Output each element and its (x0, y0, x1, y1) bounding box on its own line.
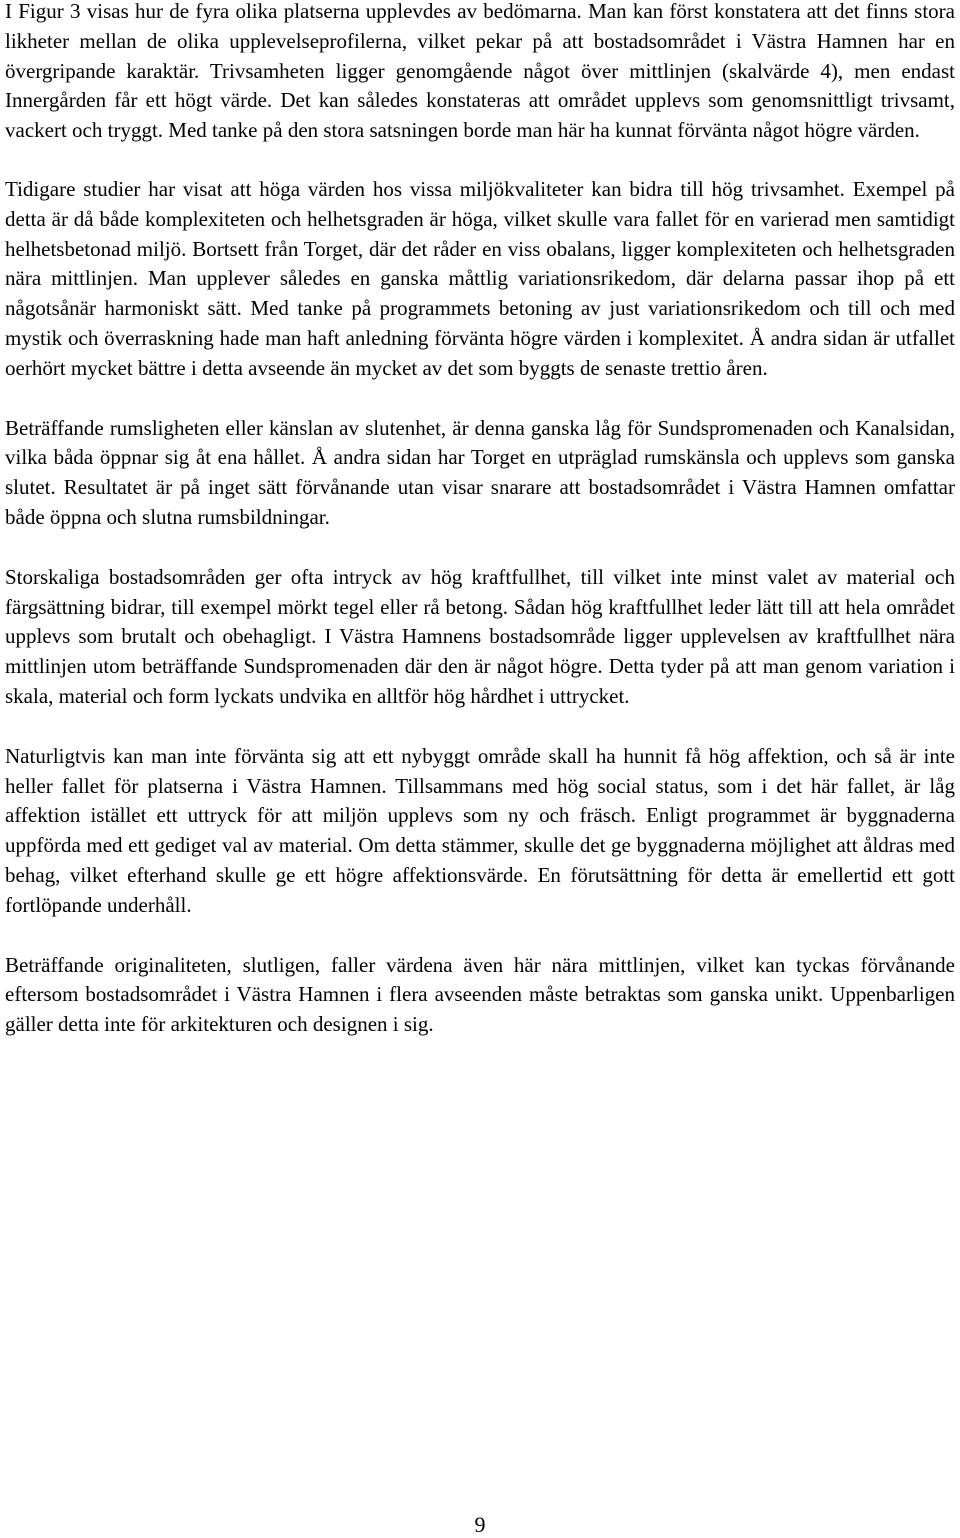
page-number: 9 (474, 1512, 486, 1537)
paragraph-figur-3-intro: I Figur 3 visas hur de fyra olika platserna upplevdes av bedömarna. Man kan först konstatera att det finns stora likheter mellan de olika upplevelseprofilerna, vilket pekar på att bostadsområdet i Västra Hamnen har en övergripande karaktär. Trivsamheten ligger genomgående något över mittlinjen (skalvärde 4), men endast Innergården får ett högt värde. Det kan således konstateras att området upplevs som genomsnittligt trivsamt, vackert och tryggt. Med tanke på den stora satsningen borde man här ha kunnat förvänta något högre värden. (5, 0, 955, 143)
paragraph-rumslighet: Beträffande rumsligheten eller känslan av slutenhet, är denna ganska låg för Sundspromenaden och Kanalsidan, vilka båda öppnar sig åt ena hållet. Å andra sidan har Torget en utpräglad rumskänsla och upplevs som ganska slutet. Resultatet är på inget sätt förvånande utan visar snarare att bostadsområdet i Västra Hamnen omfattar både öppna och slutna rumsbildningar. (5, 415, 955, 529)
paragraph-originalitet: Beträffande originaliteten, slutligen, faller värdena även här nära mittlinjen, vilket kan tyckas förvånande eftersom bostadsområdet i Västra Hamnen i flera avseenden måste betraktas som ganska unikt. Uppenbarligen gäller detta inte för arkitekturen och designen i sig. (5, 952, 955, 1037)
paragraph-komplexitet: Tidigare studier har visat att höga värden hos vissa miljökvaliteter kan bidra till hög trivsamhet. Exempel på detta är då både komplexiteten och helhetsgraden är höga, vilket skulle vara fallet för en varierad men samtidigt helhetsbetonad miljö. Bortsett från Torget, där det råder en viss obalans, ligger komplexiteten och helhetsgraden nära mittlinjen. Man upplever således en ganska måttlig variationsrikedom, där delarna passar ihop på ett någotsånär harmoniskt sätt. Med tanke på programmets betoning av just variationsrikedom och till och med mystik och överraskning hade man haft anledning förvänta högre värden i komplexitet. Å andra sidan är utfallet oerhört mycket bättre i detta avseende än mycket av det som byggts de senaste trettio åren. (5, 176, 955, 380)
paragraph-kraftfullhet: Storskaliga bostadsområden ger ofta intryck av hög kraftfullhet, till vilket inte minst valet av material och färgsättning bidrar, till exempel mörkt tegel eller rå betong. Sådan hög kraftfullhet leder lätt till att hela området upplevs som brutalt och obehagligt. I Västra Hamnens bostadsområde ligger upplevelsen av kraftfullhet nära mittlinjen utom beträffande Sundspromenaden där den är något högre. Detta tyder på att man genom variation i skala, material och form lyckats undvika en alltför hög hårdhet i uttrycket. (5, 564, 955, 708)
document-page (5, 0, 955, 1040)
paragraph-affektion: Naturligtvis kan man inte förvänta sig att ett nybyggt område skall ha hunnit få hög affektion, och så är inte heller fallet för platserna i Västra Hamnen. Tillsammans med hög social status, som i det här fallet, är låg affektion istället ett uttryck för att miljön upplevs som ny och fräsch. Enligt programmet är byggnaderna uppförda med ett gediget val av material. Om detta stämmer, skulle det ge byggnaderna möjlighet att åldras med behag, vilket efterhand skulle ge ett högre affektionsvärde. En förutsättning för detta är emellertid ett gott fortlöpande underhåll. (5, 743, 955, 917)
